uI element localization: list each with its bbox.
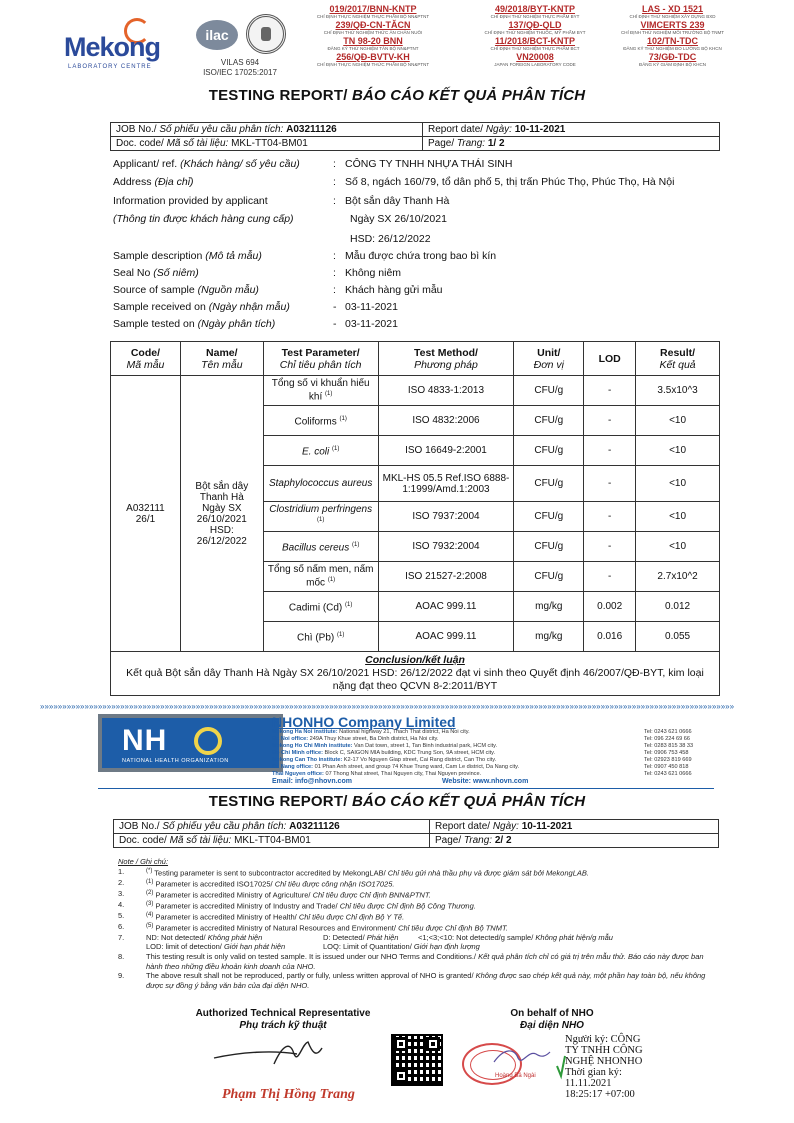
accr-desc: ĐĂNG KÝ GIÁM ĐỊNH BỘ KHCN [638,62,706,67]
divider [98,788,714,789]
col-name: Name/ Tên mẫu [180,342,263,376]
accr-desc: CHỈ ĐỊNH THỬ NGHIỆM THỨC ĂN CHĂN NUÔI [323,30,423,35]
mekong-logo [64,26,174,76]
note-item: 8. This testing result is only valid on tested sample. It is issued under our NHO Terms and Conditions./ Kết quả phân tích chỉ có giá trị trên mẫu thử. Báo cáo này được ban hành theo những điều khoản kinh doanh của NHO. [118,952,704,971]
unit-cell: CFU/g [514,436,584,466]
stamp-name: Hoàng Bá Ngài [495,1073,536,1079]
result-cell: 0.012 [636,592,720,622]
sample-name: Bột sắn dây Thanh Hà Ngày SX 26/10/2021 HSD: 26/12/2022 [180,376,263,652]
doc-code-cell: Doc. code/ Mã số tài liệu: MKL-TT04-BM01 [114,834,430,848]
unit-cell: CFU/g [514,562,584,592]
job-number: A03211126 [286,124,337,135]
lod-cell: - [584,466,636,502]
note-item: 5. $^{(4)}$ Parameter is accredited Ministry of Health/ Chỉ tiêu được Chỉ định Bộ Y Tế. [118,911,405,922]
accr-desc: CHỈ ĐỊNH THỬ NGHIỆM XÂY DỰNG BXD [629,14,716,19]
address-line: Thai Nguyen office: 07 Thong Nhat street, Thai Nguyen city, Thai Nguyen province. Tel: 0243 621 0666 [272,771,692,777]
accr-desc: ĐĂNG KÝ THỬ NGHIỆM TÂN BỘ NN&PTNT [327,46,419,51]
provided-product: Bột sắn dây Thanh Hà [345,195,450,207]
note-item: 3. $^{(2)}$ Parameter is accredited Ministry of Agriculture/ Chỉ tiêu được Chỉ định BNN&PTNT. [118,889,431,900]
param-cell: Cadimi (Cd) $^{(1)}$ [263,592,378,622]
result-cell: <10 [636,502,720,532]
note-item: 7. ND: Not detected/ Không phát hiện D: Detected/ Phát hiện <1;<3;<10: Not detected/g sample/ Không phát hiện/g mẫu LOD: limit of detection/ Giới hạn phát hiện LOQ: Limit of Quantitation/ Giới hạn định lượng [118,933,613,951]
provided-mfg-date: Ngày SX 26/10/2021 [350,213,447,225]
job-number-cell: JOB No./ Số phiếu yêu cầu phân tích: A03211126 [111,123,423,137]
letterhead [60,4,740,80]
nho-logo-org: NATIONAL HEALTH ORGANIZATION [122,758,229,764]
accreditation-column [460,4,610,68]
vilas-caption [190,58,290,78]
provided-row-2: (Thông tin được khách hàng cung cấp) Ngày SX 26/10/2021 [113,213,447,225]
accreditation-column [605,4,740,68]
job-info-table-page2 [113,819,719,848]
address-line: Ho Chi Minh office: Block C, SAIGON MIA building, KDC Trung Son, 9A street, HCM city. Tel: 0906 753 458 [272,750,689,756]
param-cell: Tổng số vi khuẩn hiếu khí $^{(1)}$ [263,376,378,406]
ilac-logo: ilac [196,20,238,50]
param-cell: Chì (Pb) $^{(1)}$ [263,622,378,652]
note-item: 9. The above result shall not be reproduced, partly or fully, unless written approval of NHO is granted/ Không được sao chép kết quả này, một phần hay toàn bộ, nếu không được sự đồng ý bằng văn bản của đại diện NHO. [118,971,706,990]
nho-logo [98,714,283,772]
param-cell: Tổng số nấm men, nấm mốc $^{(1)}$ [263,562,378,592]
result-cell: <10 [636,466,720,502]
accreditation-seal-icon [246,14,286,54]
col-code: Code/ Mã mẫu [111,342,181,376]
result-cell: 3.5x10^3 [636,376,720,406]
digital-sig-line: Thời gian ký: [565,1067,622,1078]
page-number: 2/ 2 [494,835,512,846]
nho-logo-text: NH [122,724,168,757]
page-number: 1/ 2 [487,138,505,149]
param-cell: Bacillus cereus $^{(1)}$ [263,532,378,562]
conclusion-heading: Conclusion/kết luận [365,654,465,666]
logo-subtext: LABORATORY CENTRE [68,64,152,70]
doc-code: MKL-TT04-BM01 [231,138,308,149]
col-lod: LOD [584,342,636,376]
technical-rep-name: Phạm Thị Hồng Trang [222,1087,355,1102]
technical-rep-block [178,1008,388,1032]
nho-contact [272,778,618,785]
notes-section [118,857,718,990]
report-date: 10-11-2021 [514,124,566,135]
nho-rep-subtitle: Đại diện NHO [520,1020,584,1031]
accr-desc: CHỈ ĐỊNH THỰC NGHIỆM THỨC PHẨM BỘ NN&PTNT [316,62,430,67]
digital-sig-line: 11.11.2021 [565,1078,612,1089]
conclusion-row [111,652,720,696]
job-number-cell: JOB No./ Số phiếu yêu cầu phân tích: A03211126 [114,820,430,834]
unit-cell: CFU/g [514,502,584,532]
param-cell: Coliforms $^{(1)}$ [263,406,378,436]
digital-sig-line: TY TNHH CÔNG [565,1045,643,1056]
param-cell: Staphylococcus aureus [263,466,378,502]
nho-addresses [272,729,712,778]
note-item: 6. $^{(5)}$ Parameter is accredited Ministry of Natural Resources and Environment/ Chỉ tiêu được Chỉ định Bộ TNMT. [118,922,508,933]
result-cell: <10 [636,406,720,436]
source-row: Source of sample (Nguồn mẫu) : Khách hàng gửi mẫu [113,284,443,296]
lod-cell: - [584,406,636,436]
accr-desc: CHỈ ĐỊNH THỬ NGHIỆM THỰC PHẨM BCT [490,46,580,51]
accr-desc: CHỈ ĐỊNH THỬ NGHIỆM THỰC PHẨM BYT [490,14,580,19]
handwritten-signature [212,1036,332,1070]
method-cell: ISO 7932:2004 [378,532,514,562]
accr-desc: CHỈ ĐỊNH THỬ NGHIỆM MÔI TRƯỜNG BỘ TNMT [620,30,725,35]
applicant-value: CÔNG TY TNHH NHỰA THÁI SINH [345,158,513,170]
description-row: Sample description (Mô tả mẫu) : Mẫu được chứa trong bao bì kín [113,250,497,262]
unit-cell: mg/kg [514,622,584,652]
logo-text: Mekong [64,32,161,62]
col-parameter: Test Parameter/ Chỉ tiêu phân tích [263,342,378,376]
unit-cell: CFU/g [514,406,584,436]
accr-code: 49/2018/BYT-KNTP [494,4,576,14]
applicant-row: Applicant/ ref. (Khách hàng/ số yêu cầu) : CÔNG TY TNHH NHỰA THÁI SINH [113,158,513,170]
accr-code: VN20008 [516,52,554,62]
col-method: Test Method/ Phương pháp [378,342,514,376]
accr-code: 73/GĐ-TDC [648,52,697,62]
unit-cell: mg/kg [514,592,584,622]
note-item: 2. $^{(1)}$ Parameter is accredited ISO17025/ Chỉ tiêu được công nhận ISO17025. [118,878,395,889]
unit-cell: CFU/g [514,532,584,562]
result-cell: <10 [636,436,720,466]
results-table [110,341,720,696]
nho-company-name: NHONHO Company Limited [272,714,456,730]
method-cell: ISO 16649-2:2001 [378,436,514,466]
method-cell: ISO 4833-1:2013 [378,376,514,406]
result-cell: 2.7x10^2 [636,562,720,592]
tested-row: Sample tested on (Ngày phân tích) - 03-11-2021 [113,318,398,330]
notes-heading: Note / Ghi chú: [118,857,169,866]
sample-code: A032111 26/1 [111,376,181,652]
accr-code: 256/QĐ-BVTV-KH [336,52,410,62]
page-cell: Page/ Trang: 1/ 2 [423,137,720,151]
report-date-cell: Report date/ Ngày: 10-11-2021 [423,123,720,137]
results-header-row [111,342,720,376]
accr-desc: CHỈ ĐỊNH THỰC NGHIỆM THỰC PHẨM BỘ NN&PTNT [316,14,430,19]
qr-code-icon [391,1034,443,1086]
digital-signature [565,1034,675,1100]
accr-code: TN 98-20 BNN [343,36,403,46]
address-line: Da Nang office: 01 Phan Anh street, and group 74 Khue Trung ward, Cam Le district, Da Nang city. Tel: 0907 450 818 [272,764,689,770]
lod-cell: - [584,376,636,406]
received-row: Sample received on (Ngày nhận mẫu) - 03-11-2021 [113,301,398,313]
nho-email: Email: info@nhovn.com [272,778,352,785]
address-line: Mekong Can Tho institute: K2-17 Vo Nguyen Giap street, Cai Rang district, Can Tho city. Tel: 02923 819 669 [272,757,692,763]
doc-code-cell: Doc. code/ Mã số tài liệu: MKL-TT04-BM01 [111,137,423,151]
method-cell: ISO 21527-2:2008 [378,562,514,592]
unit-cell: CFU/g [514,376,584,406]
unit-cell: CFU/g [514,466,584,502]
param-cell: E. coli $^{(1)}$ [263,436,378,466]
page-cell: Page/ Trang: 2/ 2 [430,834,719,848]
vilas-number: VILAS 694 [220,58,260,67]
nho-ring-icon [194,727,222,755]
param-cell: Clostridium perfringens $^{(1)}$ [263,502,378,532]
seal-value: Không niêm [345,267,402,279]
result-cell: <10 [636,532,720,562]
digital-sig-line: 18:25:17 +07:00 [565,1089,635,1100]
accreditation-column [298,4,448,68]
provided-row: Information provided by applicant : Bột sắn dây Thanh Hà [113,195,450,207]
accr-code: VIMCERTS 239 [640,20,705,30]
provided-row-3 [113,233,733,249]
accr-desc: ĐĂNG KÝ THỬ NGHIỆM ĐO LƯỜNG BỘ KHCN [623,46,722,51]
provided-expiry: HSD: 26/12/2022 [350,233,431,245]
note-item: 4. $^{(3)}$ Parameter is accredited Ministry of Industry and Trade/ Chỉ tiêu được Chỉ định Bộ Công Thương. [118,900,476,911]
dotted-divider: »»»»»»»»»»»»»»»»»»»»»»»»»»»»»»»»»»»»»»»»»»»»»»»»»»»»»»»»»»»»»»»»»»»»»»»»»»»»»»»»»»»»»»»»»»»»»»»»»»»»»»»»»»»»»»»»»»»»»»»»»»»»»»»»»»»»»»»»»»»»»»»»»»»»»»»»»»»» [40,703,735,711]
title-vi: BÁO CÁO KẾT QUẢ PHÂN TÍCH [351,87,586,104]
col-unit: Unit/ Đơn vị [514,342,584,376]
iso-standard: ISO/IEC 17025:2017 [203,68,277,77]
result-cell: 0.055 [636,622,720,652]
lod-cell: - [584,502,636,532]
address-value: Số 8, ngách 160/79, tổ dân phố 5, thị trấn Phúc Thọ, Phúc Thọ, Hà Nội [345,176,675,188]
lod-cell: - [584,436,636,466]
method-cell: AOAC 999.11 [378,622,514,652]
report-date-cell: Report date/ Ngày: 10-11-2021 [430,820,719,834]
address-line: Mekong Ha Noi institute: National highway 21, Thach That district, Ha Noi city. Tel: 0243 621 0666 [272,729,692,735]
technical-rep-title: Authorized Technical Representative [195,1008,371,1019]
job-info-table [110,122,720,151]
lod-cell: 0.002 [584,592,636,622]
tested-value: 03-11-2021 [345,318,398,330]
method-cell: MKL-HS 05.5 Ref.ISO 6888-1:1999/Amd.1:2003 [378,466,514,502]
accr-code: 11/2018/BCT-KNTP [494,36,576,46]
method-cell: ISO 4832:2006 [378,406,514,436]
accr-code: LAS - XD 1521 [641,4,704,14]
nho-website: Website: www.nhovn.com [441,778,529,785]
accr-code: 239/QĐ-CN-TĂCN [335,20,411,30]
accr-code: 137/QĐ-QLD [508,20,562,30]
address-line: Mekong Ho Chi Minh institute: Van Dat town, street 1, Tan Binh industrial park, HCM city. Tel: 0283 815 38 33 [272,743,694,749]
method-cell: ISO 7937:2004 [378,502,514,532]
address-line: Ha Noi office: 249A Thuy Khue street, Ba Dinh district, Ha Noi city. Tel: 096 224 69 66 [272,736,691,742]
lod-cell: - [584,562,636,592]
accr-code: 019/2017/BNN-KNTP [329,4,417,14]
digital-sig-line: Người ký: CÔNG [565,1034,641,1045]
stamp-signature [492,1044,552,1070]
method-cell: AOAC 999.11 [378,592,514,622]
seal-row: Seal No (Số niêm) : Không niêm [113,267,402,279]
address-row: Address (Địa chỉ) : Số 8, ngách 160/79, tổ dân phố 5, thị trấn Phúc Thọ, Phúc Thọ, Hà Nội [113,176,675,188]
conclusion-cell [111,652,720,696]
received-value: 03-11-2021 [345,301,398,313]
lod-cell: 0.016 [584,622,636,652]
nho-rep-title: On behalf of NHO [510,1008,594,1019]
check-mark-icon [555,1036,567,1092]
description-value: Mẫu được chứa trong bao bì kín [345,250,497,262]
nho-rep-block [492,1008,612,1032]
title-en: TESTING REPORT/ [208,87,348,104]
lod-cell: - [584,532,636,562]
conclusion-text: Kết quả Bột sắn dây Thanh Hà Ngày SX 26/10/2021 HSD: 26/12/2022 đạt vi sinh theo Quyết định 46/2007/QĐ-BYT, kim loại nặng đạt theo QCVN 8-2:2011/BYT [126,667,704,692]
report-title [0,87,794,104]
source-value: Khách hàng gửi mẫu [345,284,443,296]
accr-code: 102/TN-TDC [646,36,698,46]
report-title-page2: TESTING REPORT/ BÁO CÁO KẾT QUẢ PHÂN TÍCH [208,793,586,810]
digital-sig-line: NGHỆ NHONHO [565,1056,643,1067]
technical-rep-subtitle: Phụ trách kỹ thuật [239,1020,327,1031]
col-result: Result/ Kết quả [636,342,720,376]
accr-desc: JAPAN FOREIGN LABORATORY CODE [494,62,576,67]
table-row [111,376,720,406]
note-item: 1. (*) Testing parameter is sent to subcontractor accredited by MekongLAB/ Chỉ tiêu gửi nhà thầu phụ và được giám sát bởi MekongLAB. [118,867,589,878]
accr-desc: CHỈ ĐỊNH THỬ NGHIỆM THUỐC, MỸ PHẨM BYT [484,30,586,35]
